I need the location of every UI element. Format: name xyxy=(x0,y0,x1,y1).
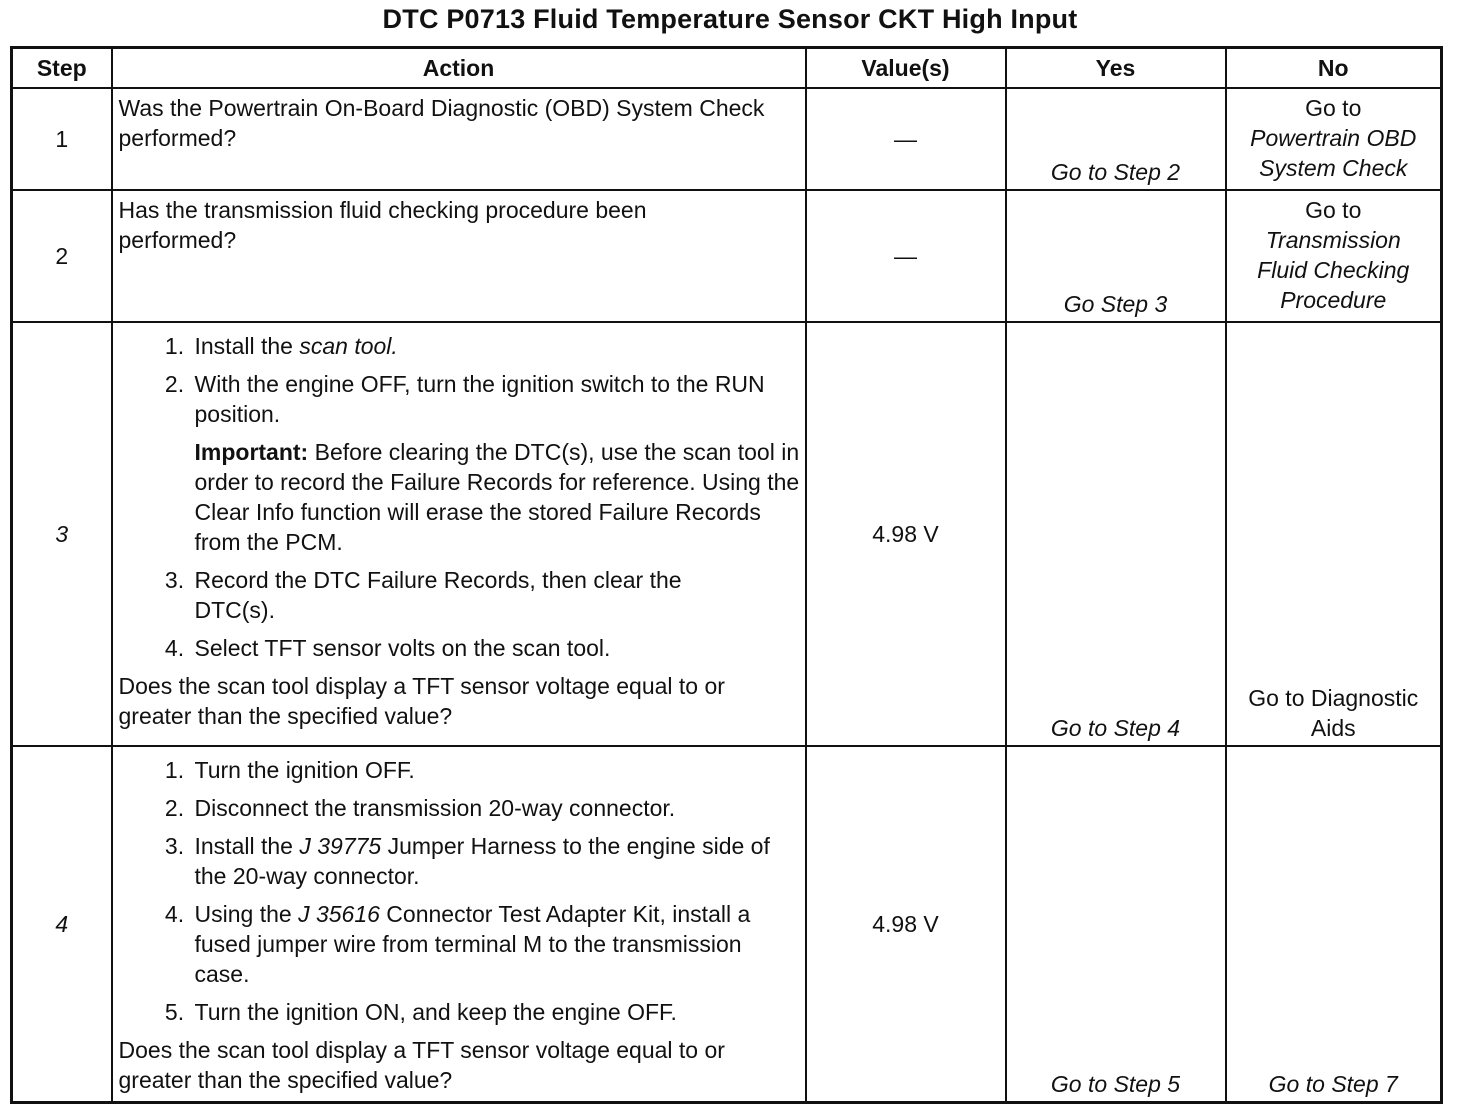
header-no: No xyxy=(1226,48,1442,89)
action-cell xyxy=(112,746,806,1102)
no-cell xyxy=(1226,88,1442,190)
yes-link[interactable]: Go to Step 5 xyxy=(1050,1070,1181,1097)
no-link[interactable]: Transmission Fluid Checking Procedure xyxy=(1257,227,1410,313)
value-cell: — xyxy=(806,88,1006,190)
no-cell xyxy=(1226,322,1442,746)
action-cell xyxy=(112,322,806,746)
question-text: Does the scan tool display a TFT sensor voltage equal to or greater than the specified value? xyxy=(118,1037,725,1093)
no-go-to: Go to xyxy=(1305,95,1362,121)
list-item: 5. Turn the ignition ON, and keep the engine OFF. xyxy=(191,997,801,1027)
list-item: 1. Turn the ignition OFF. xyxy=(191,755,801,785)
yes-cell xyxy=(1006,190,1226,322)
list-item: 1. Install the scan tool. xyxy=(191,331,801,361)
yes-link[interactable]: Go to Step 4 xyxy=(1050,715,1181,741)
action-text: Was the Powertrain On-Board Diagnostic (OBD) System Check performed? xyxy=(118,95,765,151)
yes-cell xyxy=(1006,88,1226,190)
header-yes: Yes xyxy=(1006,48,1226,89)
header-values: Value(s) xyxy=(806,48,1006,89)
yes-link[interactable]: Go Step 3 xyxy=(1063,291,1168,317)
no-link[interactable]: Go to Step 7 xyxy=(1268,1070,1398,1097)
step-number: 1 xyxy=(12,88,112,190)
procedure-list xyxy=(119,755,801,1027)
action-text: Has the transmission fluid checking procedure been performed? xyxy=(118,197,647,253)
table-row xyxy=(12,190,1442,322)
step-number: 3 xyxy=(12,322,112,746)
no-cell xyxy=(1226,190,1442,322)
list-item: 3. Install the J 39775 Jumper Harness to the engine side of the 20-way connector. xyxy=(191,831,801,891)
value-cell: — xyxy=(806,190,1006,322)
yes-cell xyxy=(1006,322,1226,746)
question-text: Does the scan tool display a TFT sensor voltage equal to or greater than the specified value? xyxy=(118,673,725,729)
no-link[interactable]: Go to Diagnostic Aids xyxy=(1248,685,1419,741)
header-step: Step xyxy=(12,48,112,89)
table-row xyxy=(12,88,1442,190)
list-item: 4. Select TFT sensor volts on the scan tool. xyxy=(191,633,801,663)
table-row xyxy=(12,322,1442,746)
header-row xyxy=(12,48,1442,89)
procedure-list xyxy=(119,331,801,663)
action-cell xyxy=(112,88,806,190)
list-item: 2. With the engine OFF, turn the ignition switch to the RUN position. Important: Before clearing the DTC(s), use the scan tool in order to record the Failure Records for reference. Using the Clear Info function will erase the stored Failure Records from the PCM. xyxy=(191,369,801,557)
value-cell: 4.98 V xyxy=(806,746,1006,1102)
diagnostic-table xyxy=(10,46,1443,1104)
list-item: 4. Using the J 35616 Connector Test Adapter Kit, install a fused jumper wire from terminal M to the transmission case. xyxy=(191,899,801,989)
yes-link[interactable]: Go to Step 2 xyxy=(1050,159,1181,185)
list-item: 2. Disconnect the transmission 20-way connector. xyxy=(191,793,801,823)
no-go-to: Go to xyxy=(1305,197,1362,223)
step-number: 4 xyxy=(12,746,112,1102)
action-cell xyxy=(112,190,806,322)
yes-cell xyxy=(1006,746,1226,1102)
no-cell xyxy=(1226,746,1442,1102)
list-item: 3. Record the DTC Failure Records, then clear the DTC(s). xyxy=(191,565,801,625)
no-link[interactable]: Powertrain OBD System Check xyxy=(1250,125,1417,181)
table-row xyxy=(12,746,1442,1102)
value-cell: 4.98 V xyxy=(806,322,1006,746)
important-note: Important: Before clearing the DTC(s), use the scan tool in order to record the Failure Records for reference. Using the Clear Info function will erase the stored Failure Records from the PCM. xyxy=(194,439,800,555)
page-title: DTC P0713 Fluid Temperature Sensor CKT High Input xyxy=(382,4,1078,34)
header-action: Action xyxy=(112,48,806,89)
step-number: 2 xyxy=(12,190,112,322)
